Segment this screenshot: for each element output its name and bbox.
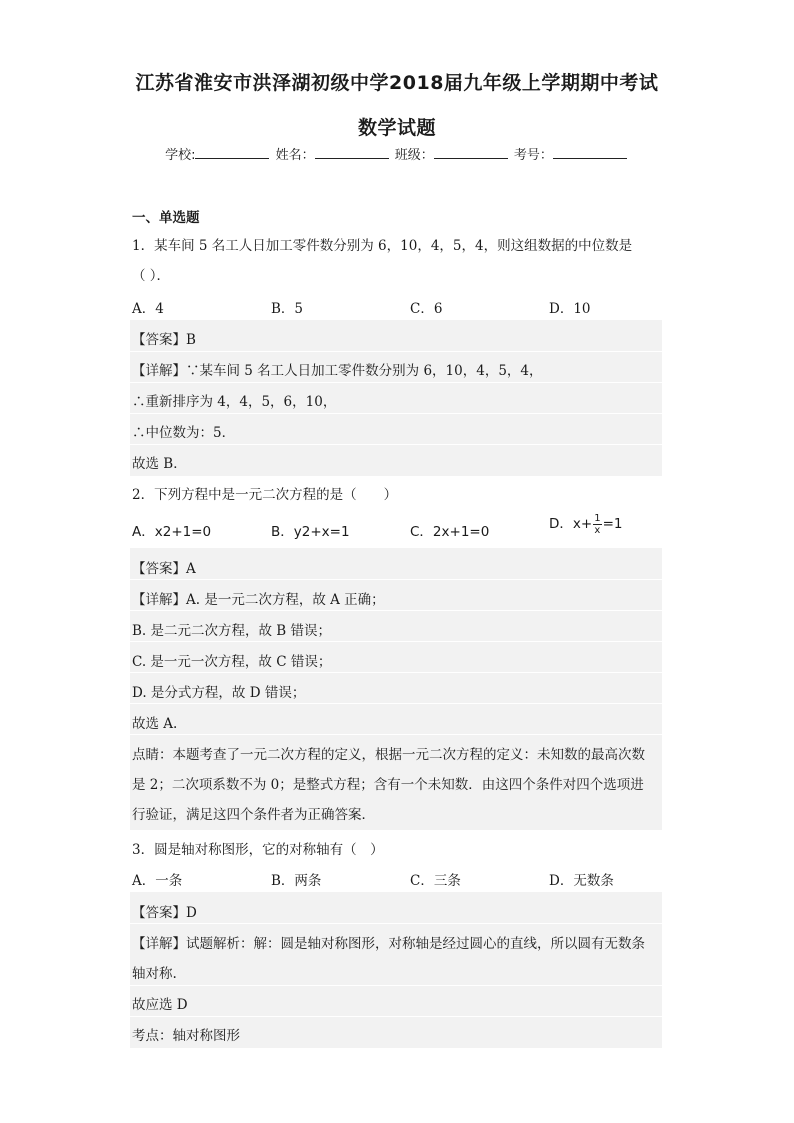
q2-detail-line: 【详解】A. 是一元二次方程，故 A 正确； xyxy=(132,592,385,608)
q3-option-b: B．两条 xyxy=(271,873,322,889)
q2-option-c: C．2x+1=0 xyxy=(410,524,490,540)
q2-answer: 【答案】A xyxy=(132,561,196,577)
q3-detail-line: 故应选 D xyxy=(132,997,188,1013)
q3-detail-line: 【详解】试题解析：解：圆是轴对称图形，对称轴是经过圆心的直线，所以圆有无数条 xyxy=(132,936,645,952)
q2-option-b: B．y2+x=1 xyxy=(271,524,350,540)
q2-detail-line: D. 是分式方程，故 D 错误； xyxy=(132,685,306,701)
class-blank xyxy=(434,146,508,159)
class-label: 班级： xyxy=(394,148,434,163)
q2-option-d xyxy=(549,512,622,536)
q2-note-line: 点睛：本题考查了一元二次方程的定义，根据一元二次方程的定义：未知数的最高次数 xyxy=(132,747,645,763)
q2-note-line: 行验证，满足这四个条件者为正确答案． xyxy=(132,807,375,823)
fraction xyxy=(593,513,601,536)
q2-option-a: A．x2+1=0 xyxy=(132,524,212,540)
student-info-row xyxy=(0,144,794,163)
q1-option-b: B．5 xyxy=(271,301,304,317)
q2-stem: 2．下列方程中是一元二次方程的是（ ） xyxy=(132,487,398,503)
q1-detail-line: 【详解】∵某车间 5 名工人日加工零件数分别为 6，10，4，5，4， xyxy=(132,363,543,379)
name-blank xyxy=(315,146,389,159)
exam-title: 江苏省淮安市洪泽湖初级中学2018届九年级上学期期中考试 xyxy=(135,72,659,94)
q2-option-d-prefix: D．x+ xyxy=(549,516,593,532)
exam-subtitle: 数学试题 xyxy=(357,117,436,139)
q2-option-d-suffix: =1 xyxy=(602,516,623,532)
q2-detail-line: B. 是二元二次方程，故 B 错误； xyxy=(132,623,332,639)
q3-option-d: D．无数条 xyxy=(549,873,614,889)
q3-option-c: C．三条 xyxy=(410,873,461,889)
q1-detail-line: 故选 B． xyxy=(132,456,187,472)
number-label: 考号： xyxy=(513,148,553,163)
section-heading: 一、单选题 xyxy=(132,210,200,226)
fraction-denominator: x xyxy=(594,524,601,536)
q1-detail-line: ∴中位数为：5． xyxy=(132,425,236,441)
q2-detail-line: 故选 A. xyxy=(132,716,178,732)
q1-detail-line: ∴重新排序为 4，4，5，6，10， xyxy=(132,394,337,410)
q3-option-a: A．一条 xyxy=(132,873,183,889)
q1-option-c: C．6 xyxy=(410,301,443,317)
name-label: 姓名： xyxy=(275,148,315,163)
fraction-numerator: 1 xyxy=(594,512,601,524)
school-label: 学校: xyxy=(165,148,196,163)
q2-detail-line: C. 是一元一次方程，故 C 错误； xyxy=(132,654,332,670)
q1-option-a: A．4 xyxy=(132,301,164,317)
school-blank xyxy=(195,146,269,159)
q1-answer: 【答案】B xyxy=(132,332,196,348)
number-blank xyxy=(553,146,627,159)
q1-option-d: D．10 xyxy=(549,301,591,317)
q2-note-line: 是 2；二次项系数不为 0；是整式方程；含有一个未知数．由这四个条件对四个选项进 xyxy=(132,777,644,793)
q3-answer: 【答案】D xyxy=(132,905,197,921)
q1-stem-line2: （ ）． xyxy=(132,268,171,284)
q3-detail-line: 考点：轴对称图形 xyxy=(132,1028,240,1044)
q1-stem-line1: 1．某车间 5 名工人日加工零件数分别为 6，10，4，5，4，则这组数据的中位数是 xyxy=(132,238,633,254)
q3-detail-line: 轴对称. xyxy=(132,966,177,982)
q3-stem: 3．圆是轴对称图形，它的对称轴有（ ） xyxy=(132,842,384,858)
